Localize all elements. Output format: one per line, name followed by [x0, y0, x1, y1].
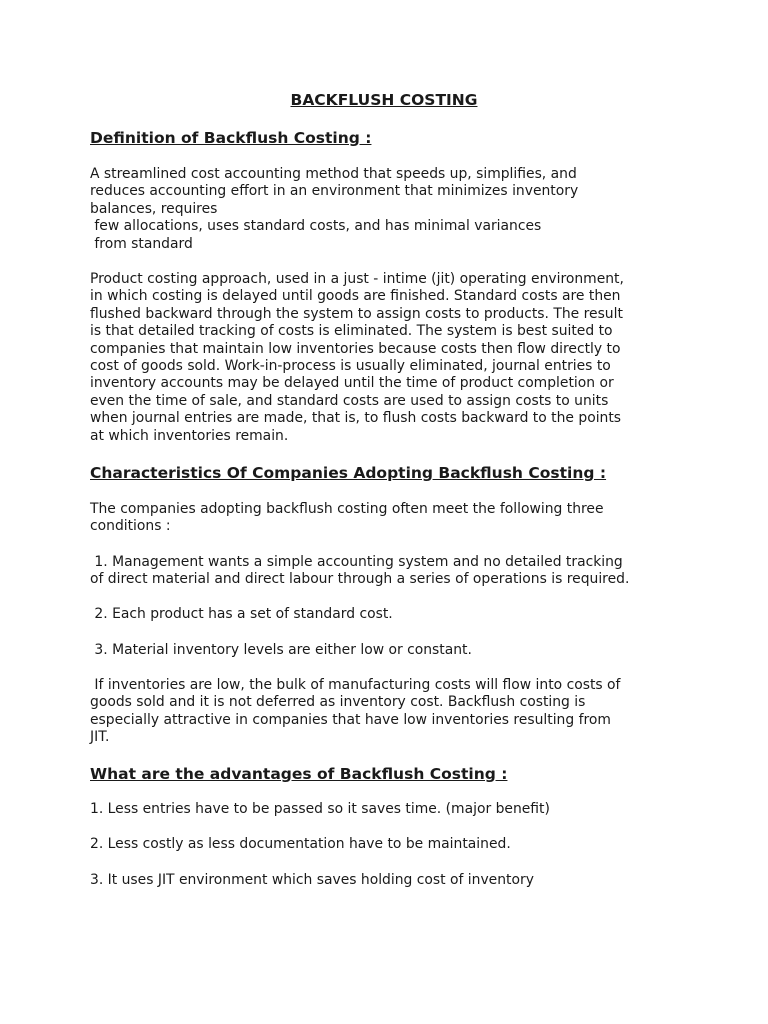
- characteristics-note: If inventories are low, the bulk of manufacturing costs will flow into costs of goods sold and it is not deferred as inventory cost. Backflush costing is especially attractive in companies that have low inventories resulting from JIT.: [90, 677, 621, 746]
- definition-paragraph-1: A streamlined cost accounting method that speeds up, simplifies, and reduces accounting effort in an environment that minimizes inventory balances, requires few allocations, uses standard costs, and has minimal variances from standard: [90, 166, 579, 252]
- section-heading-characteristics: Characteristics Of Companies Adopting Backflush Costing :: [90, 464, 607, 482]
- advantage-item-2: 2. Less costly as less documentation have to be maintained.: [90, 836, 511, 852]
- document-title: BACKFLUSH COSTING: [290, 91, 478, 109]
- characteristics-item-3: 3. Material inventory levels are either low or constant.: [90, 642, 472, 658]
- characteristics-item-2: 2. Each product has a set of standard cost.: [90, 606, 393, 622]
- definition-paragraph-2: Product costing approach, used in a just - intime (jit) operating environment, in which costing is delayed until goods are finished. Standard costs are then flushed backward through the system to assign costs to products. The result is that detailed tracking of costs is eliminated. The system is best suited to companies that maintain low inventories because costs then flow directly to cost of goods sold. Work-in-process is usually eliminated, journal entries to inventory accounts may be delayed until the time of product completion or even the time of sale, and standard costs are used to assign costs to units when journal entries are made, that is, to flush costs backward to the points at which inventories remain.: [90, 271, 624, 444]
- advantage-item-3: 3. It uses JIT environment which saves holding cost of inventory: [90, 872, 534, 888]
- advantage-item-1: 1. Less entries have to be passed so it saves time. (major benefit): [90, 801, 550, 817]
- characteristics-intro: The companies adopting backflush costing often meet the following three conditions :: [90, 501, 604, 535]
- characteristics-item-1: 1. Management wants a simple accounting system and no detailed tracking of direct material and direct labour through a series of operations is required.: [90, 554, 630, 588]
- section-heading-advantages: What are the advantages of Backflush Costing :: [90, 765, 508, 783]
- section-heading-definition: Definition of Backflush Costing :: [90, 129, 372, 147]
